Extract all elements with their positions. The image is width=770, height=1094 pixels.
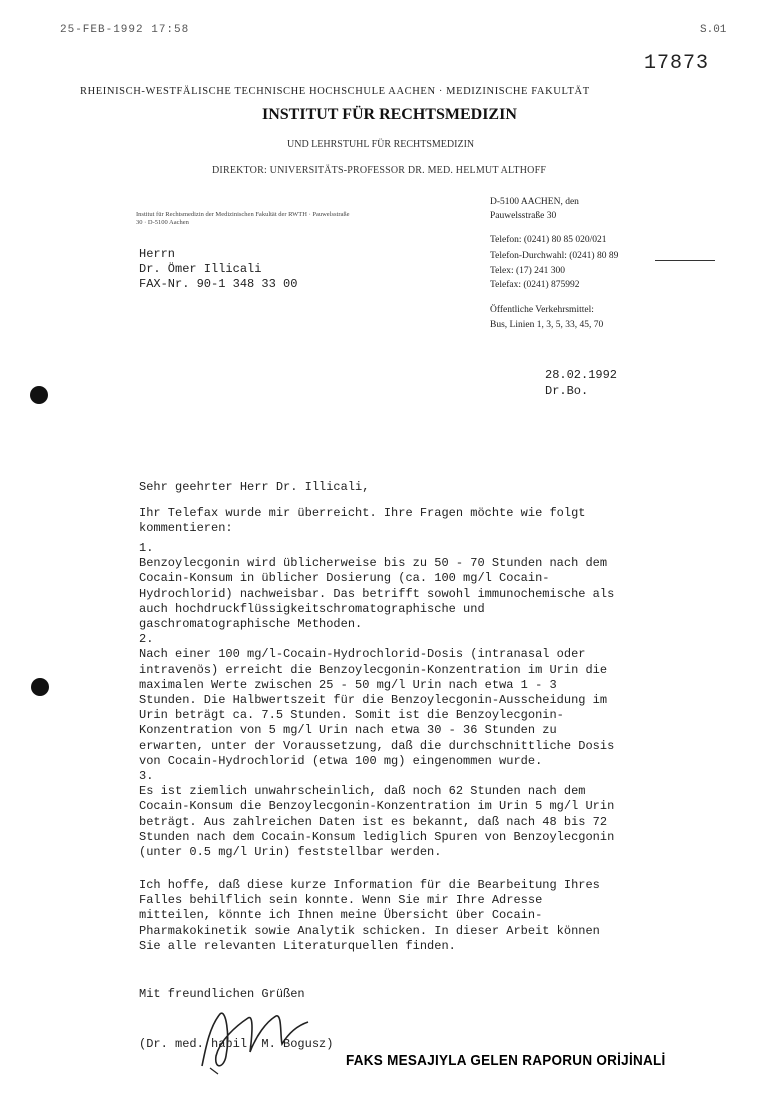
- body-line: von Cocain-Hydrochlorid (etwa 100 mg) eingenommen wurde.: [139, 753, 543, 768]
- recipient-name: Dr. Ömer Illicali: [139, 262, 262, 276]
- intro-line: kommentieren:: [139, 520, 233, 535]
- sender-direct-line: Telefon-Durchwahl: (0241) 80 89: [490, 251, 619, 261]
- sender-phone: Telefon: (0241) 80 85 020/021: [490, 235, 607, 245]
- public-transport-label: Öffentliche Verkehrsmittel:: [490, 305, 594, 315]
- closing-line: Falles behilflich sein konnte. Wenn Sie mir Ihre Adresse: [139, 893, 543, 908]
- salutation: Sehr geehrter Herr Dr. Illicali,: [139, 480, 370, 494]
- return-address: Institut für Rechtsmedizin der Medizinischen Fakultät der RWTH · Pauwelsstraße 30 · D-5100 Aachen: [136, 211, 350, 226]
- closing-line: mitteilen, könnte ich Ihnen meine Übersicht über Cocain-: [139, 908, 543, 923]
- sender-telefax: Telefax: (0241) 875992: [490, 280, 580, 290]
- closing-line: Pharmakokinetik sowie Analytik schicken. In dieser Arbeit können: [139, 923, 600, 938]
- body-line: Hydrochlorid) nachweisbar. Das betrifft sowohl immunochemische als: [139, 586, 615, 601]
- section-number: 3.: [139, 769, 154, 784]
- direct-line-blank: [655, 260, 715, 261]
- chair-name: UND LEHRSTUHL FÜR RECHTSMEDIZIN: [287, 139, 475, 150]
- closing-line: Sie alle relevanten Literaturquellen finden.: [139, 938, 456, 953]
- intro-paragraph: [139, 506, 585, 535]
- recipient-fax: FAX-Nr. 90-1 348 33 00: [139, 277, 298, 291]
- letter-body: [139, 541, 614, 860]
- body-line: Stunden. Die Halbwertszeit für die Benzoylecgonin-Ausscheidung im: [139, 693, 608, 708]
- closing-line: Ich hoffe, daß diese kurze Information für die Bearbeitung Ihres: [139, 878, 600, 892]
- punch-hole: [30, 386, 48, 404]
- body-line: Nach einer 100 mg/l-Cocain-Hydrochlorid-Dosis (intranasal oder: [139, 647, 586, 662]
- body-line: auch hochdruckflüssigkeitschromatographische und: [139, 601, 485, 616]
- signature-name: (Dr. med. habil. M. Bogusz): [139, 1037, 334, 1051]
- body-line: Cocain-Konsum in üblicher Dosierung (ca. 100 mg/l Cocain-: [139, 571, 550, 586]
- fax-header-timestamp: 25-FEB-1992 17:58: [60, 24, 190, 36]
- university-name: RHEINISCH-WESTFÄLISCHE TECHNISCHE HOCHSCHULE AACHEN · MEDIZINISCHE FAKULTÄT: [80, 86, 590, 97]
- closing-greeting: Mit freundlichen Grüßen: [139, 987, 305, 1001]
- sender-street: Pauwelsstraße 30: [490, 211, 557, 221]
- sender-telex: Telex: (17) 241 300: [490, 266, 566, 276]
- sender-city: D-5100 AACHEN, den: [490, 197, 579, 207]
- intro-line: Ihr Telefax wurde mir überreicht. Ihre Fragen möchte wie folgt: [139, 506, 586, 520]
- body-line: (unter 0.5 mg/l Urin) feststellbar werden.: [139, 845, 442, 860]
- body-line: gaschromatographische Methoden.: [139, 617, 363, 632]
- body-line: intravenös) erreicht die Benzoylecgonin-Konzentration im Urin die: [139, 662, 608, 677]
- fax-original-caption: FAKS MESAJIYLA GELEN RAPORUN ORİJİNALİ: [346, 1052, 666, 1069]
- section-number: 2.: [139, 632, 154, 647]
- handwritten-signature: [196, 996, 336, 1076]
- body-line: Cocain-Konsum die Benzoylecgonin-Konzentration im Urin 5 mg/l Urin: [139, 799, 615, 814]
- recipient-title: Herrn: [139, 247, 176, 261]
- body-line: Benzoylecgonin wird üblicherweise bis zu 50 - 70 Stunden nach dem: [139, 556, 608, 571]
- body-line: Konzentration von 5 mg/l Urin nach etwa 30 - 36 Stunden zu: [139, 723, 557, 738]
- bus-lines: Bus, Linien 1, 3, 5, 33, 45, 70: [490, 320, 604, 330]
- body-line: beträgt. Aus zahlreichen Daten ist es bekannt, daß nach 48 bis 72: [139, 814, 608, 829]
- director-line: DIREKTOR: UNIVERSITÄTS-PROFESSOR DR. MED. HELMUT ALTHOFF: [212, 165, 547, 176]
- body-line: Stunden nach dem Cocain-Konsum lediglich Spuren von Benzoylecgonin: [139, 829, 615, 844]
- letter-date: 28.02.1992: [545, 368, 618, 382]
- body-line: erwarten, unter der Voraussetzung, daß die durchschnittliche Dosis: [139, 738, 615, 753]
- body-line: Es ist ziemlich unwahrscheinlich, daß noch 62 Stunden nach dem: [139, 784, 586, 799]
- punch-hole: [31, 678, 49, 696]
- document-number: 17873: [644, 52, 710, 75]
- institute-name: INSTITUT FÜR RECHTSMEDIZIN: [262, 106, 517, 123]
- letter-reference: Dr.Bo.: [545, 384, 589, 398]
- body-line: Urin beträgt ca. 7.5 Stunden. Somit ist die Benzoylecgonin-: [139, 708, 564, 723]
- body-line: maximalen Werte zwischen 25 - 50 mg/l Urin nach etwa 1 - 3: [139, 677, 557, 692]
- closing-paragraph: [139, 878, 600, 954]
- section-number: 1.: [139, 541, 154, 555]
- fax-page-number: S.01: [700, 24, 727, 36]
